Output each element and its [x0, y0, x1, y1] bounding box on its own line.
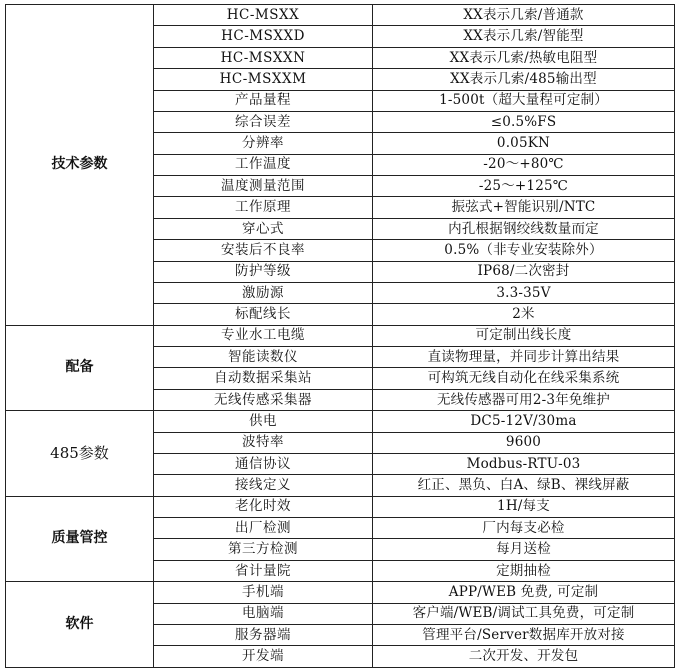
param-name: 接线定义: [154, 475, 373, 496]
param-name: 综合误差: [154, 111, 373, 132]
param-name: 通信协议: [154, 453, 373, 474]
table-row: [6, 5, 675, 26]
param-name: 防护等级: [154, 261, 373, 282]
param-name: 工作温度: [154, 154, 373, 175]
param-name: 智能读数仪: [154, 347, 373, 368]
param-name: 产品量程: [154, 90, 373, 111]
param-value: 管理平台/Server数据库开放对接: [373, 624, 675, 645]
param-value: XX表示几索/普通款: [373, 5, 675, 26]
param-value: -20～+80℃: [373, 154, 675, 175]
param-value: IP68/二次密封: [373, 261, 675, 282]
table-row: [6, 411, 675, 432]
param-name: 激励源: [154, 282, 373, 303]
param-value: 1-500t（超大量程可定制）: [373, 90, 675, 111]
param-value: 厂内每支必检: [373, 518, 675, 539]
param-name: 分辨率: [154, 133, 373, 154]
param-name: 温度测量范围: [154, 176, 373, 197]
param-name: 标配线长: [154, 304, 373, 325]
param-value: XX表示几索/智能型: [373, 26, 675, 47]
param-name: 供电: [154, 411, 373, 432]
param-name: HC-MSXX: [154, 5, 373, 26]
spec-table-body: [6, 5, 675, 668]
param-value: 可定制出线长度: [373, 325, 675, 346]
param-value: -25～+125℃: [373, 176, 675, 197]
param-value: 9600: [373, 432, 675, 453]
param-value: ≤0.5%FS: [373, 111, 675, 132]
section-title: 技术参数: [6, 5, 154, 326]
param-value: 2米: [373, 304, 675, 325]
param-value: 1H/每支: [373, 496, 675, 517]
param-value: 客户端/WEB/调试工具免费，可定制: [373, 603, 675, 624]
param-value: 定期抽检: [373, 560, 675, 581]
param-name: 手机端: [154, 582, 373, 603]
param-name: 自动数据采集站: [154, 368, 373, 389]
spec-table: [5, 4, 675, 668]
param-name: 波特率: [154, 432, 373, 453]
param-name: 无线传感采集器: [154, 389, 373, 410]
table-row: [6, 582, 675, 603]
param-name: 穿心式: [154, 218, 373, 239]
param-value: 每月送检: [373, 539, 675, 560]
param-value: Modbus-RTU-03: [373, 453, 675, 474]
param-name: HC-MSXXD: [154, 26, 373, 47]
param-value: XX表示几索/485输出型: [373, 69, 675, 90]
param-value: 可构筑无线自动化在线采集系统: [373, 368, 675, 389]
param-value: 振弦式+智能识别/NTC: [373, 197, 675, 218]
param-value: 3.3-35V: [373, 282, 675, 303]
param-name: 专业水工电缆: [154, 325, 373, 346]
param-name: HC-MSXXM: [154, 69, 373, 90]
param-value: 0.5%（非专业安装除外）: [373, 240, 675, 261]
param-value: 直读物理量，并同步计算出结果: [373, 347, 675, 368]
param-name: 开发端: [154, 646, 373, 668]
param-name: 省计量院: [154, 560, 373, 581]
param-name: 电脑端: [154, 603, 373, 624]
param-value: DC5-12V/30ma: [373, 411, 675, 432]
param-name: 服务器端: [154, 624, 373, 645]
param-value: XX表示几索/热敏电阻型: [373, 47, 675, 68]
param-name: 安装后不良率: [154, 240, 373, 261]
param-name: 第三方检测: [154, 539, 373, 560]
table-row: [6, 325, 675, 346]
param-name: 老化时效: [154, 496, 373, 517]
section-title: 485参数: [6, 411, 154, 497]
param-value: 红正、黑负、白A、绿B、裸线屏蔽: [373, 475, 675, 496]
table-row: [6, 496, 675, 517]
param-value: APP/WEB 免费, 可定制: [373, 582, 675, 603]
section-title: 质量管控: [6, 496, 154, 582]
param-value: 二次开发、开发包: [373, 646, 675, 668]
section-title: 配备: [6, 325, 154, 411]
param-name: HC-MSXXN: [154, 47, 373, 68]
param-value: 无线传感器可用2-3年免维护: [373, 389, 675, 410]
section-title: 软件: [6, 582, 154, 668]
param-name: 工作原理: [154, 197, 373, 218]
param-name: 出厂检测: [154, 518, 373, 539]
param-value: 内孔根据钢绞线数量而定: [373, 218, 675, 239]
param-value: 0.05KN: [373, 133, 675, 154]
